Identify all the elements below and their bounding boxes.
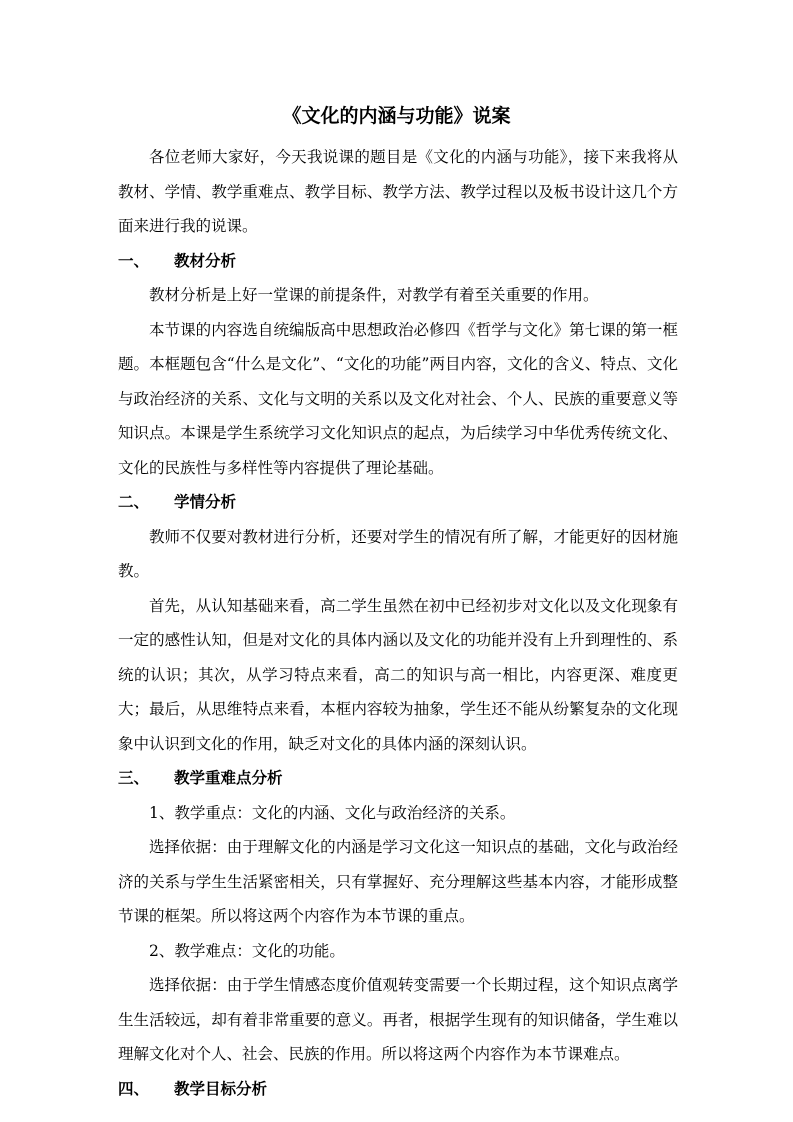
paragraph: 2、教学难点：文化的功能。 bbox=[149, 941, 345, 960]
section-heading-2 bbox=[118, 485, 678, 520]
paragraph: 教材分析是上好一堂课的前提条件，对教学有着至关重要的作用。 bbox=[149, 286, 599, 304]
section-heading-1 bbox=[118, 244, 678, 279]
section-number: 二、 bbox=[118, 492, 150, 511]
paragraph: 教师不仅要对教材进行分析，还要对学生的情况有所了解，才能更好的因材施教。 bbox=[118, 527, 678, 580]
section-title: 教材分析 bbox=[174, 250, 237, 270]
section-title: 教学重难点分析 bbox=[174, 768, 283, 787]
document-title: 《文化的内涵与功能》说案 bbox=[282, 105, 511, 127]
section-heading-3 bbox=[118, 761, 678, 796]
section-title: 学情分析 bbox=[174, 492, 237, 511]
paragraph: 首先，从认知基础来看，高二学生虽然在初中已经初步对文化以及文化现象有一定的感性认知，但是对文化的具体内涵以及文化的功能并没有上升到理性的、系统的认识；其次，从学习特点来看，高二的知识与高一相比，内容更深、难度更大；最后，从思维特点来看，本框内容较为抽象，学生还不能从纷繁复杂的文化现象中认识到文化的作用，缺乏对文化的具体内涵的深刻认识。 bbox=[118, 596, 678, 753]
section-number: 三、 bbox=[118, 768, 150, 787]
paragraph: 选择依据：由于学生情感态度价值观转变需要一个长期过程，这个知识点离学生生活较远，却有着非常重要的意义。再者，根据学生现有的知识储备，学生难以理解文化对个人、社会、民族的作用。所以将这两个内容作为本节课难点。 bbox=[118, 976, 678, 1063]
paragraph: 本节课的内容选自统编版高中思想政治必修四《哲学与文化》第七课的第一框题。本框题包含“什么是文化”、“文化的功能”两目内容，文化的含义、特点、文化与政治经济的关系、文化与文明的关系以及文化对社会、个人、民族的重要意义等知识点。本课是学生系统学习文化知识点的起点，为后续学习中华优秀传统文化、文化的民族性与多样性等内容提供了理论基础。 bbox=[118, 320, 678, 477]
intro-paragraph: 各位老师大家好，今天我说课的题目是《文化的内涵与功能》，接下来我将从教材、学情、教学重难点、教学目标、教学方法、教学过程以及板书设计这几个方面来进行我的说课。 bbox=[118, 148, 678, 235]
section-number: 四、 bbox=[118, 1078, 150, 1098]
paragraph: 1、教学重点：文化的内涵、文化与政治经济的关系。 bbox=[149, 803, 516, 822]
section-number: 一、 bbox=[118, 250, 150, 270]
section-title: 教学目标分析 bbox=[174, 1078, 268, 1098]
section-heading-4 bbox=[118, 1072, 678, 1107]
document-body bbox=[118, 140, 678, 1106]
paragraph: 选择依据：由于理解文化的内涵是学习文化这一知识点的基础，文化与政治经济的关系与学生生活紧密相关，只有掌握好、充分理解这些基本内容，才能形成整节课的框架。所以将这两个内容作为本节课的重点。 bbox=[118, 838, 678, 925]
